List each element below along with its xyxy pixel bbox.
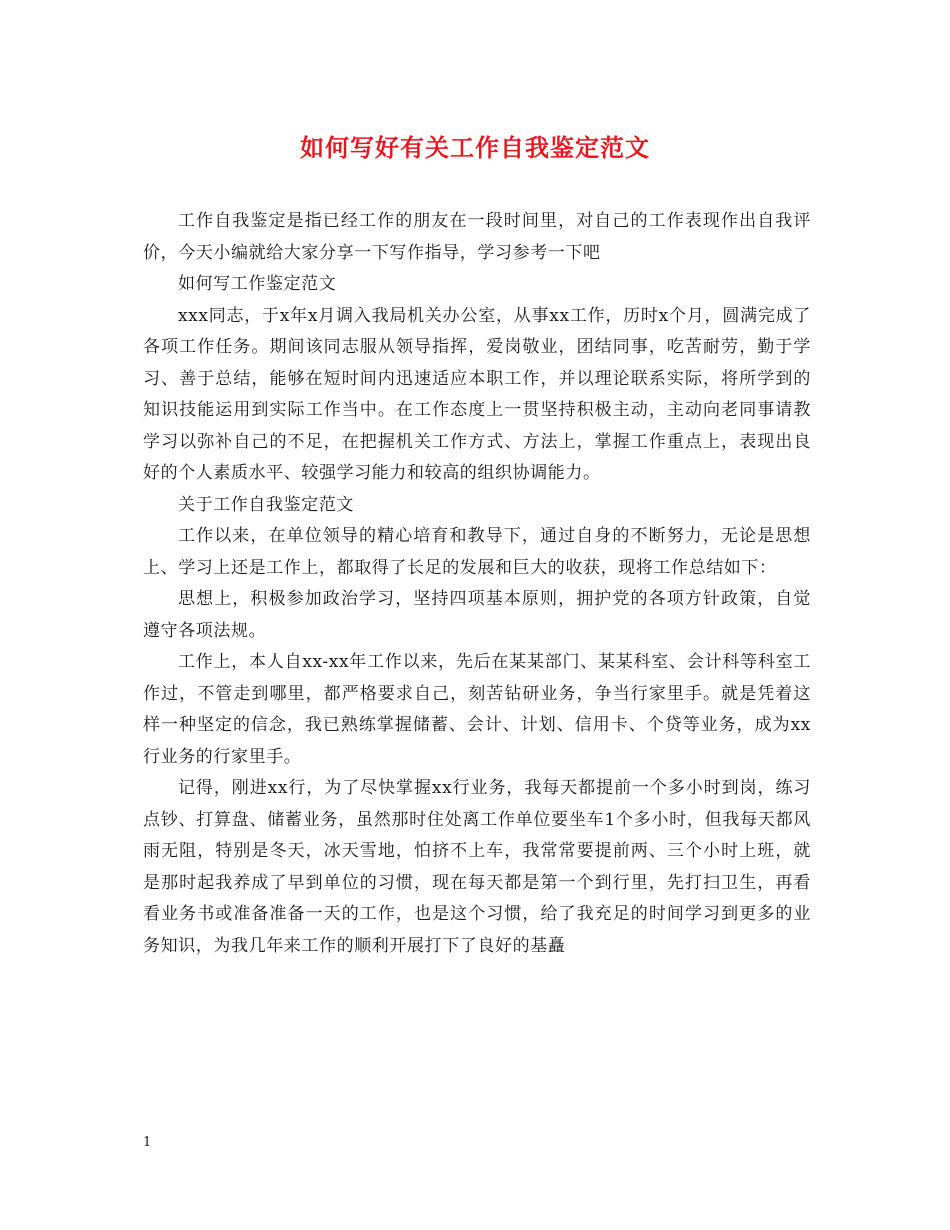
body-paragraph: 思想上，积极参加政治学习，坚持四项基本原则，拥护党的各项方针政策，自觉遵守各项法规。 — [143, 589, 811, 641]
section-heading: 关于工作自我鉴定范文 — [178, 494, 354, 515]
body-paragraph: xxx同志，于x年x月调入我局机关办公室，从事xx工作，历时x个月，圆满完成了各项工作任务。期间该同志服从领导指挥，爱岗敬业，团结同事，吃苦耐劳，勤于学习、善于总结，能够在短时间内迅速适应本职工作，并以理论联系实际，将所学到的知识技能运用到实际工作当中。在工作态度上一贯坚持积极主动，主动向老同事请教学习以弥补自己的不足，在把握机关工作方式、方法上，掌握工作重点上，表现出良好的个人素质水平、较强学习能力和较高的组织协调能力。 — [143, 305, 811, 483]
page-number: 1 — [143, 1135, 152, 1150]
document-body — [143, 206, 811, 962]
document-title: 如何写好有关工作自我鉴定范文 — [300, 133, 650, 162]
body-paragraph: 工作上，本人自xx-xx年工作以来，先后在某某部门、某某科室、会计科等科室工作过，不管走到哪里，都严格要求自己，刻苦钻研业务，争当行家里手。就是凭着这样一种坚定的信念，我已熟练掌握储蓄、会计、计划、信用卡、个贷等业务，成为xx行业务的行家里手。 — [143, 652, 811, 767]
body-paragraph: 工作以来，在单位领导的精心培育和教导下，通过自身的不断努力，无论是思想上、学习上还是工作上，都取得了长足的发展和巨大的收获，现将工作总结如下： — [143, 526, 811, 578]
section-heading: 如何写工作鉴定范文 — [178, 274, 337, 294]
intro-paragraph: 工作自我鉴定是指已经工作的朋友在一段时间里，对自己的工作表现作出自我评价，今天小编就给大家分享一下写作指导，学习参考一下吧 — [143, 211, 811, 263]
body-paragraph: 记得，刚进xx行，为了尽快掌握xx行业务，我每天都提前一个多小时到岗，练习点钞、打算盘、储蓄业务，虽然那时住处离工作单位要坐车1个多小时，但我每天都风雨无阻，特别是冬天，冰天雪地，怕挤不上车，我常常要提前两、三个小时上班，就是那时起我养成了早到单位的习惯，现在每天都是第一个到行里，先打扫卫生，再看看业务书或准备准备一天的工作，也是这个习惯，给了我充足的时间学习到更多的业务知识，为我几年来工作的顺利开展打下了良好的基矗 — [143, 778, 811, 956]
